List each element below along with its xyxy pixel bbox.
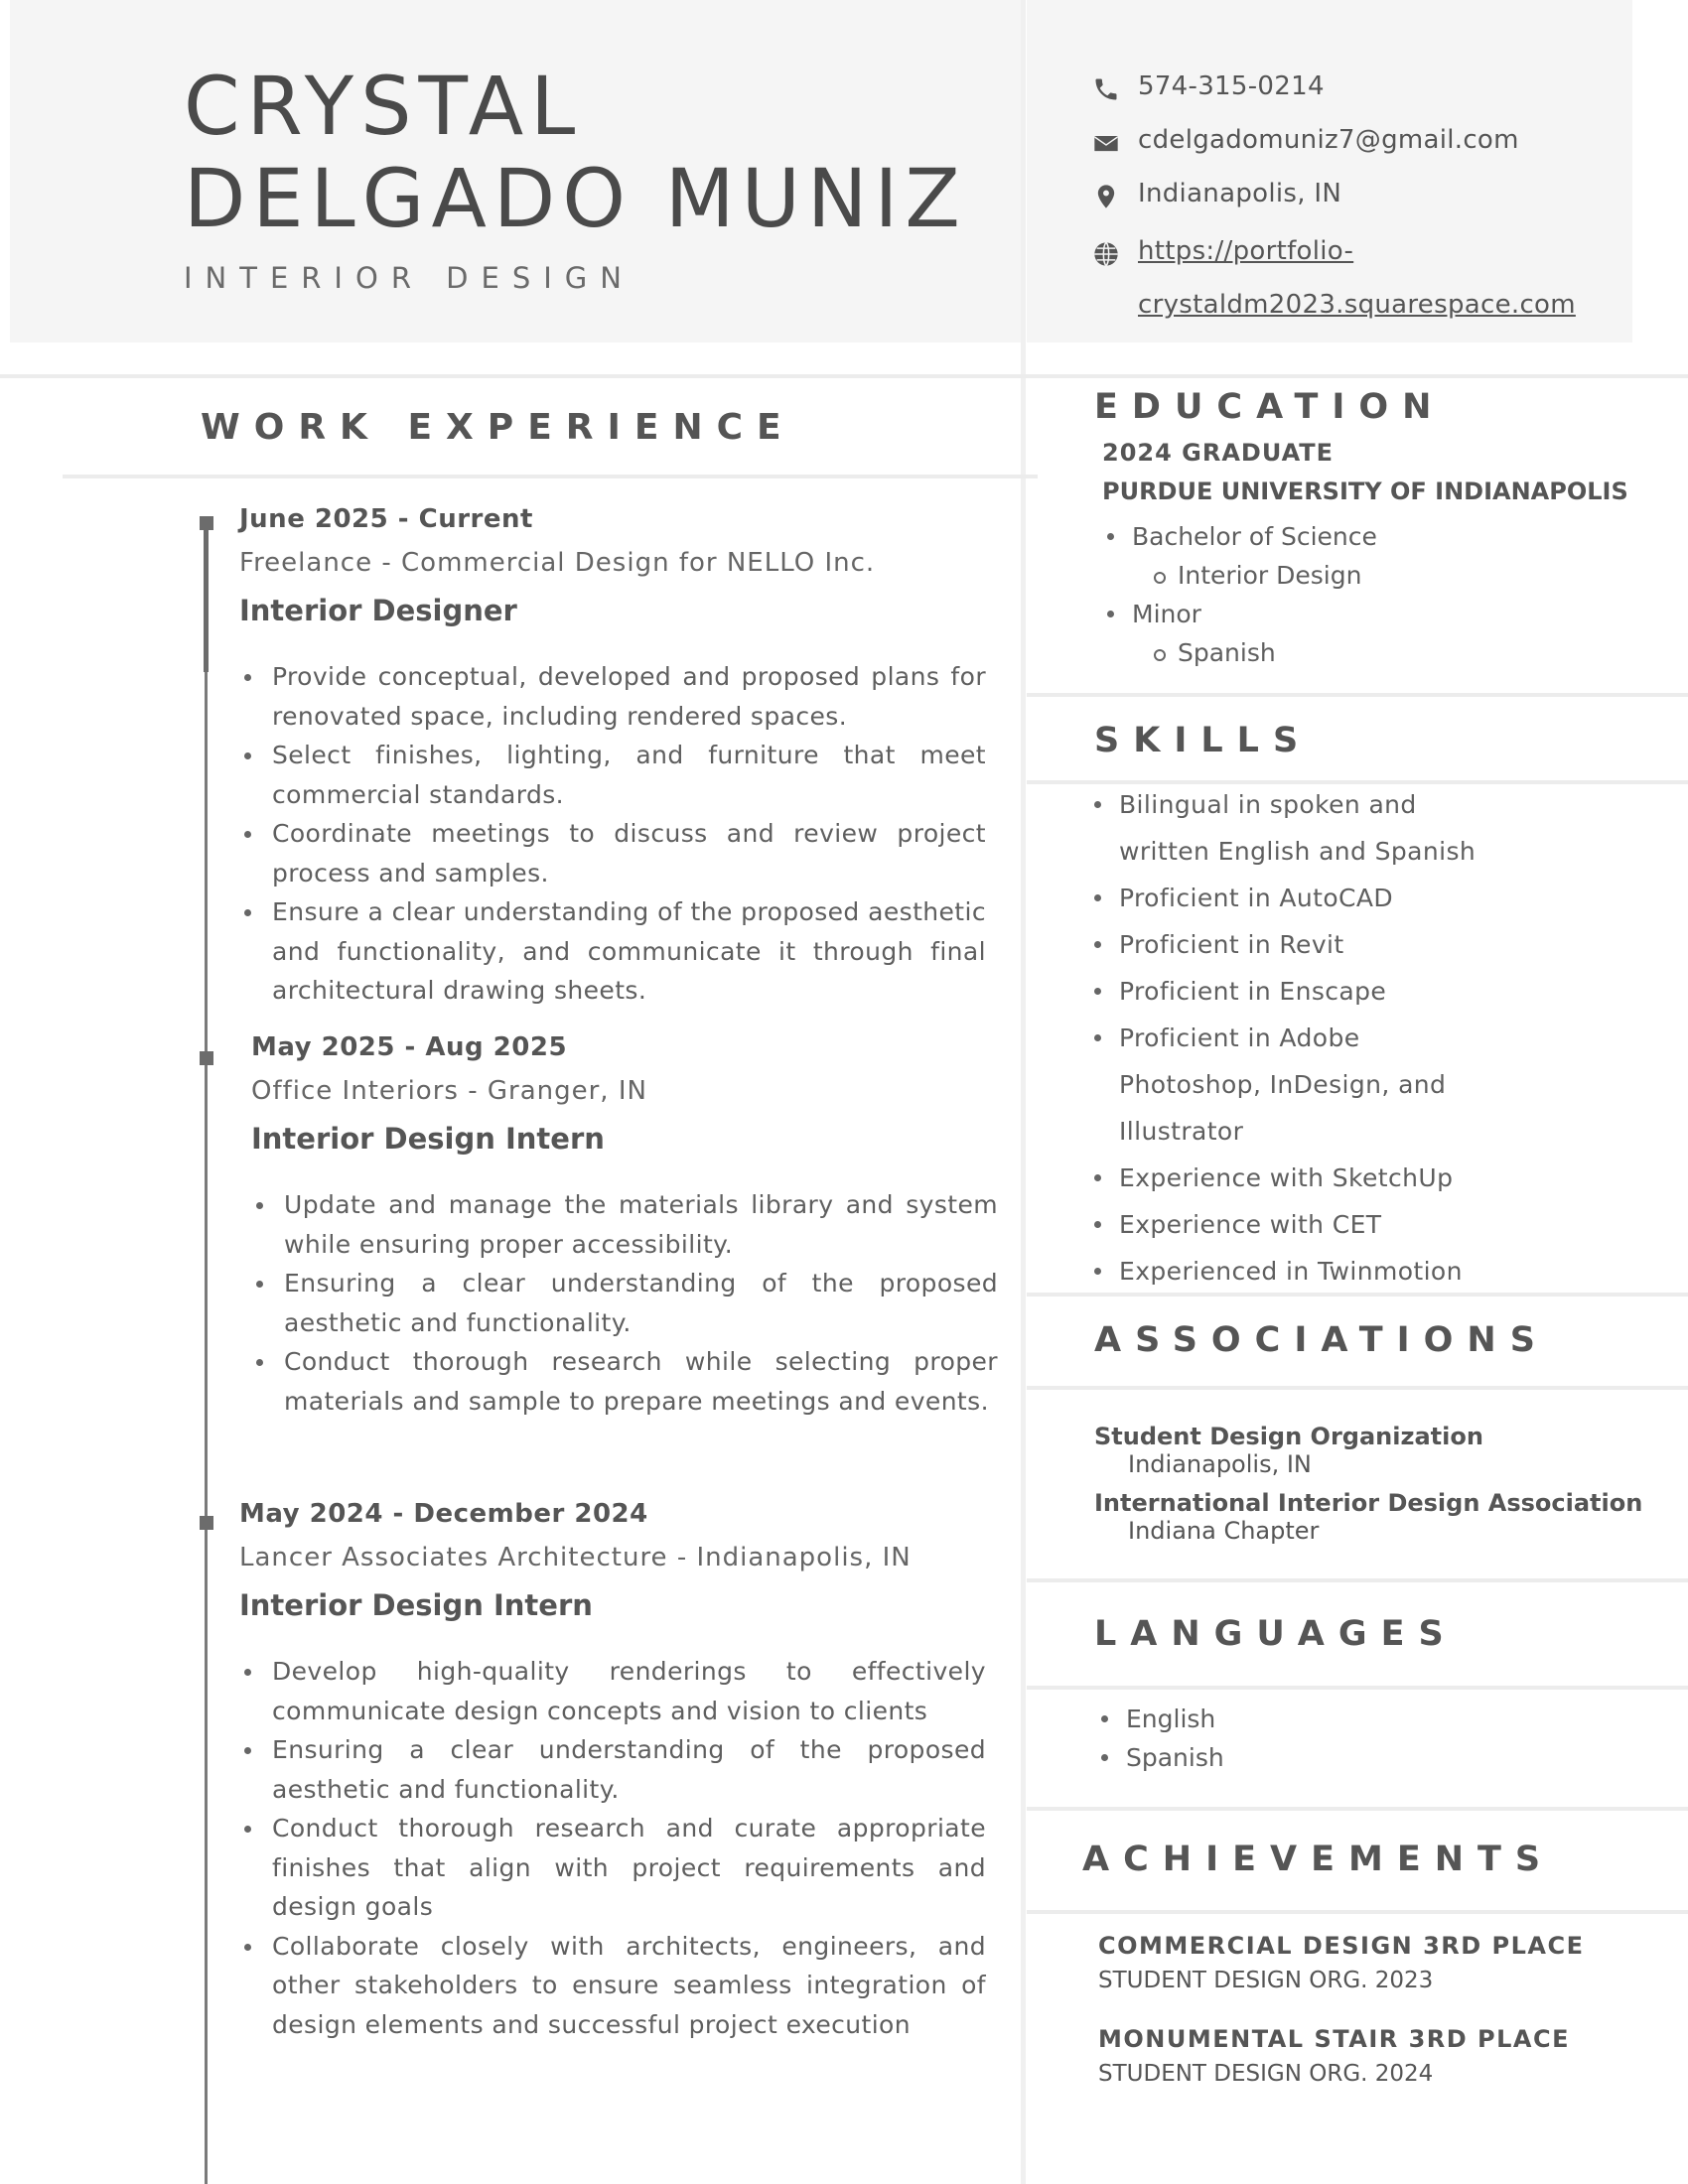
language-item: English	[1096, 1700, 1224, 1738]
skill-item: Experience with SketchUp	[1089, 1155, 1476, 1201]
timeline-highlight	[204, 518, 209, 672]
languages-heading: LANGUAGES	[1094, 1614, 1458, 1654]
skill-item: Experienced in Twinmotion	[1089, 1248, 1476, 1295]
skill-item: Proficient in Adobe	[1089, 1015, 1476, 1061]
globe-icon	[1092, 240, 1120, 268]
job-bullet: Ensure a clear understanding of the proposed aesthetic and functionality, and communicate it through final architectural drawing sheets.	[239, 892, 986, 1011]
timeline-marker	[200, 1516, 213, 1530]
skill-item: Experience with CET	[1089, 1201, 1476, 1248]
timeline-line	[205, 516, 208, 2184]
timeline-marker	[200, 1051, 213, 1065]
skill-item: Illustrator	[1119, 1117, 1244, 1146]
job-entry	[239, 1499, 986, 2044]
major: Interior Design	[1102, 556, 1377, 595]
skill-item: written English and Spanish	[1119, 837, 1477, 866]
job-title: INTERIOR DESIGN	[184, 261, 634, 295]
achievements-heading: ACHIEVEMENTS	[1082, 1840, 1555, 1879]
job-bullet: Ensuring a clear understanding of the proposed aesthetic and functionality.	[239, 1730, 986, 1809]
university-name: PURDUE UNIVERSITY OF INDIANAPOLIS	[1102, 478, 1628, 505]
portfolio-link-line1: https://portfolio-	[1138, 236, 1354, 266]
skills-list	[1089, 781, 1476, 1295]
header-rule	[0, 374, 1688, 378]
skill-item: Proficient in Enscape	[1089, 968, 1476, 1015]
achievements-heading-rule	[1027, 1910, 1688, 1914]
portfolio-link[interactable]	[1138, 224, 1576, 332]
graduation-year: 2024 GRADUATE	[1102, 439, 1335, 467]
skill-item: Bilingual in spoken and	[1089, 781, 1476, 828]
timeline-marker	[200, 516, 213, 530]
mail-icon	[1092, 129, 1120, 157]
job-company: Office Interiors - Granger, IN	[251, 1076, 647, 1106]
job-bullet: Develop high-quality renderings to effectively communicate design concepts and vision to clients	[239, 1652, 986, 1730]
job-bullet: Collaborate closely with architects, engineers, and other stakeholders to ensure seamless integration of design elements and successful project execution	[239, 1927, 986, 2045]
location-text: Indianapolis, IN	[1138, 179, 1342, 208]
job-bullets	[239, 657, 986, 1011]
job-company: Freelance - Commercial Design for NELLO Inc.	[239, 548, 876, 578]
achievement-detail: STUDENT DESIGN ORG. 2024	[1098, 2061, 1434, 2087]
languages-rule	[1027, 1807, 1688, 1811]
association-name: International Interior Design Association	[1094, 1489, 1643, 1517]
phone-icon	[1092, 75, 1120, 103]
associations-heading-rule	[1027, 1386, 1688, 1390]
association-item	[1094, 1423, 1483, 1478]
job-bullets	[239, 1652, 986, 2044]
minor: Spanish	[1102, 633, 1377, 672]
job-date: May 2024 - December 2024	[239, 1499, 648, 1529]
job-company: Lancer Associates Architecture - Indianapolis, IN	[239, 1543, 912, 1572]
skill-item: Proficient in Revit	[1089, 921, 1476, 968]
job-bullets	[251, 1185, 998, 1421]
languages-list	[1096, 1700, 1224, 1777]
location-pin-icon	[1092, 183, 1120, 210]
job-date: June 2025 - Current	[239, 504, 533, 534]
association-location: Indianapolis, IN	[1128, 1450, 1312, 1478]
association-name: Student Design Organization	[1094, 1423, 1483, 1450]
job-bullet: Provide conceptual, developed and proposed plans for renovated space, including rendered spaces.	[239, 657, 986, 736]
job-date: May 2025 - Aug 2025	[251, 1032, 568, 1062]
job-bullet: Select finishes, lighting, and furniture that meet commercial standards.	[239, 736, 986, 814]
job-bullet: Coordinate meetings to discuss and review project process and samples.	[239, 814, 986, 892]
language-item: Spanish	[1096, 1738, 1224, 1777]
email-link[interactable]: cdelgadomuniz7@gmail.com	[1138, 125, 1519, 155]
education-details	[1102, 517, 1377, 672]
first-name: CRYSTAL	[184, 61, 583, 154]
job-role: Interior Design Intern	[251, 1122, 605, 1156]
achievement-item	[1098, 1932, 1585, 1993]
work-experience-heading: WORK EXPERIENCE	[201, 407, 795, 448]
achievement-title: MONUMENTAL STAIR 3RD PLACE	[1098, 2025, 1571, 2053]
skills-heading: SKILLS	[1094, 721, 1313, 760]
association-location: Indiana Chapter	[1128, 1517, 1320, 1545]
job-bullet: Conduct thorough research and curate appropriate finishes that align with project requirements and design goals	[239, 1809, 986, 1927]
phone-text: 574-315-0214	[1138, 71, 1325, 101]
languages-heading-rule	[1027, 1686, 1688, 1690]
job-bullet: Conduct thorough research while selecting proper materials and sample to prepare meetings and events.	[251, 1342, 998, 1421]
achievement-detail: STUDENT DESIGN ORG. 2023	[1098, 1968, 1434, 1993]
degree: Bachelor of Science	[1102, 517, 1377, 556]
minor-label: Minor	[1102, 595, 1377, 633]
last-name: DELGADO MUNIZ	[184, 153, 967, 246]
work-heading-rule	[63, 475, 1038, 478]
candidate-name	[184, 62, 967, 246]
education-rule	[1027, 693, 1688, 697]
association-item	[1094, 1489, 1642, 1545]
job-bullet: Update and manage the materials library and system while ensuring proper accessibility.	[251, 1185, 998, 1264]
job-entry	[239, 504, 986, 1011]
achievement-title: COMMERCIAL DESIGN 3RD PLACE	[1098, 1932, 1585, 1960]
skill-item: Photoshop, InDesign, and	[1119, 1070, 1447, 1099]
job-entry	[251, 1032, 998, 1421]
skill-item: Proficient in AutoCAD	[1089, 875, 1476, 921]
column-divider	[1021, 0, 1026, 2184]
associations-heading: ASSOCIATIONS	[1094, 1320, 1549, 1360]
education-heading: EDUCATION	[1094, 387, 1446, 427]
associations-rule	[1027, 1578, 1688, 1582]
job-role: Interior Designer	[239, 594, 517, 627]
job-bullet: Ensuring a clear understanding of the proposed aesthetic and functionality.	[251, 1264, 998, 1342]
achievement-item	[1098, 2025, 1570, 2087]
portfolio-link-line2: crystaldm2023.squarespace.com	[1138, 290, 1576, 320]
job-role: Interior Design Intern	[239, 1588, 593, 1622]
